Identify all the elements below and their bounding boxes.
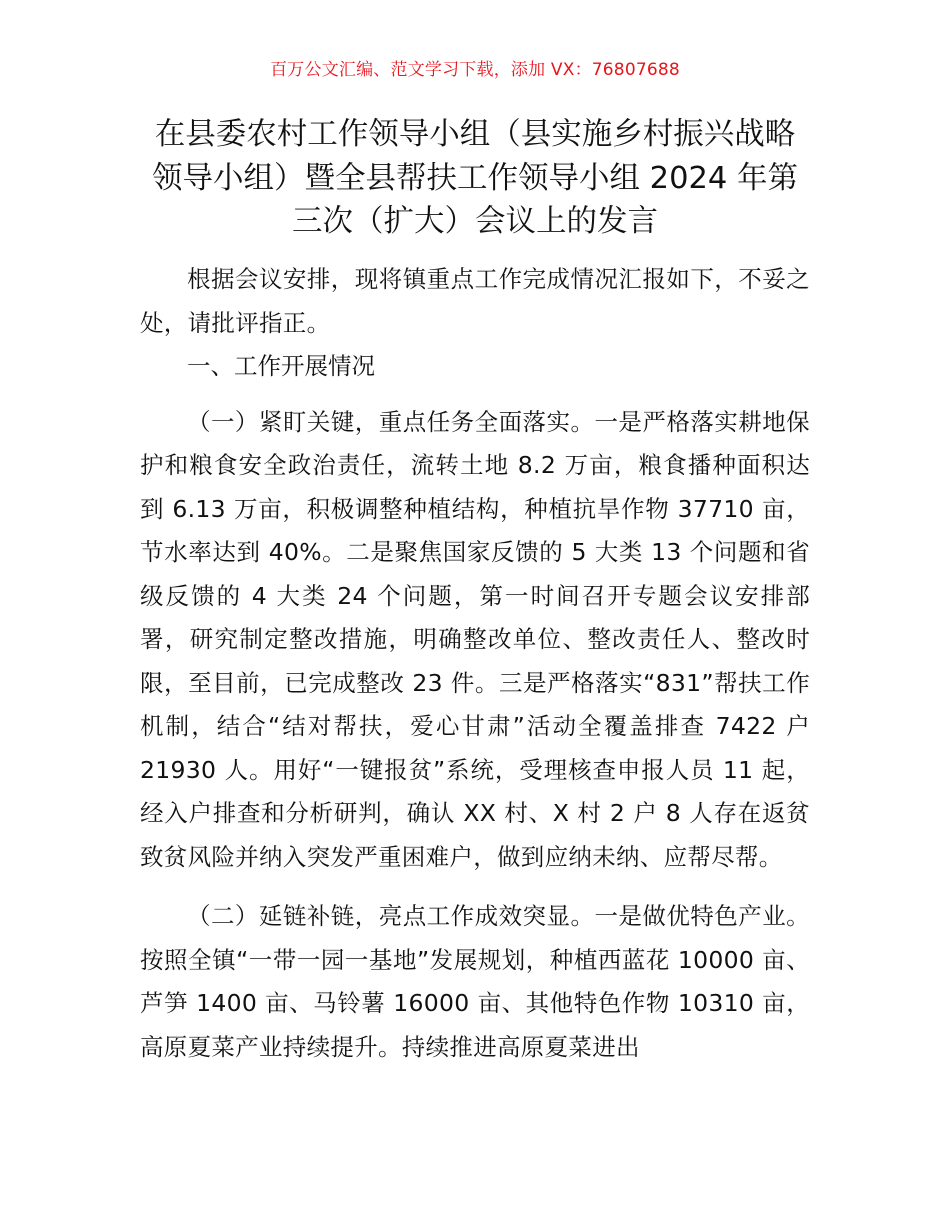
document-title: 在县委农村工作领导小组（县实施乡村振兴战略领导小组）暨全县帮扶工作领导小组 2024 年第三次（扩大）会议上的发言 <box>151 117 798 239</box>
header-watermark-note: 百万公文汇编、范文学习下载，添加 VX：76807688 <box>270 60 680 80</box>
intro-paragraph: 根据会议安排，现将镇重点工作完成情况汇报如下，不妥之处，请批评指正。 <box>140 265 810 337</box>
paragraph-highlights: （二）延链补链，亮点工作成效突显。一是做优特色产业。按照全镇“一带一园一基地”发展规划，种植西蓝花 10000 亩、芦笋 1400 亩、马铃薯 16000 亩、其他特色作物 10310 亩，高原夏菜产业持续提升。持续推进高原夏菜进出 <box>140 902 810 1061</box>
document-body <box>140 258 810 1069</box>
paragraph-key-tasks: （一）紧盯关键，重点任务全面落实。一是严格落实耕地保护和粮食安全政治责任，流转土地 8.2 万亩，粮食播种面积达到 6.13 万亩，积极调整种植结构，种植抗旱作物 37710 亩，节水率达到 40%。二是聚焦国家反馈的 5 大类 13 个问题和省级反馈的 4 大类 24 个问题，第一时间召开专题会议安排部署，研究制定整改措施，明确整改单位、整改责任人、整改时限，至目前，已完成整改 23 件。三是严格落实“831”帮扶工作机制，结合“结对帮扶，爱心甘肃”活动全覆盖排查 7422 户 21930 人。用好“一键报贫”系统，受理核查申报人员 11 起，经入户排查和分析研判，确认 XX 村、X 村 2 户 8 人存在返贫致贫风险并纳入突发严重困难户，做到应纳未纳、应帮尽帮。 <box>140 407 810 871</box>
section-heading-1: 一、工作开展情况 <box>187 352 375 380</box>
